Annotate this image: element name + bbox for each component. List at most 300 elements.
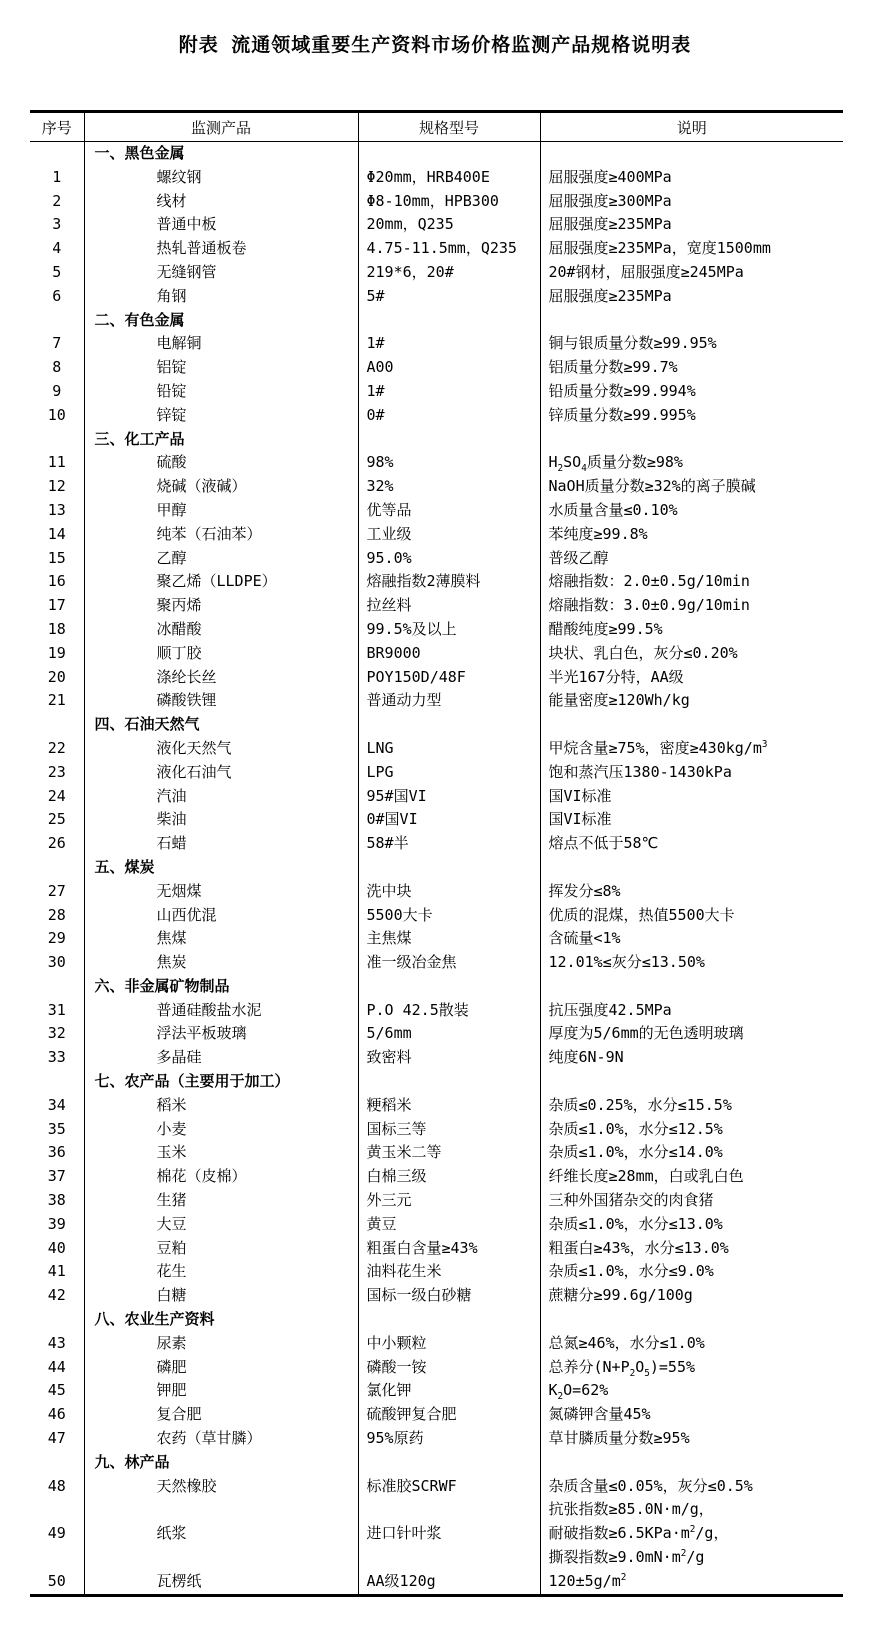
table-row <box>30 832 843 856</box>
table-row <box>30 1475 843 1523</box>
row-number-cell: 44 <box>47 1357 66 1376</box>
description-cell <box>540 975 843 999</box>
description-cell: 苯纯度≥99.8% <box>540 523 843 547</box>
spec-cell: 1# <box>358 380 540 404</box>
description-cell <box>540 713 843 737</box>
table-row <box>30 332 843 356</box>
description-cell: 三种外国猪杂交的肉食猪 <box>540 1189 843 1213</box>
table-row <box>30 285 843 309</box>
description-cell: 纤维长度≥28mm，白或乳白色 <box>540 1165 843 1189</box>
description-cell: 锌质量分数≥99.995% <box>540 404 843 428</box>
spec-cell: 98% <box>358 451 540 475</box>
row-number-cell: 40 <box>47 1238 66 1257</box>
category-row <box>30 309 843 333</box>
table-row <box>30 880 843 904</box>
spec-cell: 工业级 <box>358 523 540 547</box>
spec-cell <box>358 309 540 333</box>
product-name-cell: 纸浆 <box>84 1522 358 1570</box>
row-number-cell: 46 <box>47 1405 66 1424</box>
description-cell: 甲烷含量≥75%，密度$\ge 430kg/m^3$ <box>540 737 843 761</box>
spec-cell: 99.5%及以上 <box>358 618 540 642</box>
table-row <box>30 808 843 832</box>
table-row <box>30 1427 843 1451</box>
description-cell: 优质的混煤，热值5500大卡 <box>540 904 843 928</box>
spec-cell: 95%原药 <box>358 1427 540 1451</box>
spec-cell: 1# <box>358 332 540 356</box>
table-row <box>30 951 843 975</box>
page-title: 附表 流通领域重要生产资料市场价格监测产品规格说明表 <box>178 34 692 56</box>
table-row <box>30 1046 843 1070</box>
row-number-cell: 6 <box>52 286 62 305</box>
product-name-cell: 花生 <box>84 1260 358 1284</box>
row-number-cell: 24 <box>47 786 66 805</box>
category-row <box>30 975 843 999</box>
product-name-cell: 山西优混 <box>84 904 358 928</box>
product-name-cell: 热轧普通板卷 <box>84 237 358 261</box>
description-cell: 抗压强度42.5MPa <box>540 999 843 1023</box>
row-number-cell: 45 <box>47 1381 66 1400</box>
product-name-cell: 锌锭 <box>84 404 358 428</box>
spec-cell: 白棉三级 <box>358 1165 540 1189</box>
category-name-cell: 一、黑色金属 <box>84 142 358 166</box>
row-number-cell: 48 <box>47 1476 66 1495</box>
description-cell: 耐破指数$\ge 6.5KPa\cdot m^2/g$， 撕裂指数$\ge 9.0mN\cdot m^2/g$ <box>540 1522 843 1570</box>
spec-cell: LNG <box>358 737 540 761</box>
table-row <box>30 737 843 761</box>
table-row <box>30 523 843 547</box>
row-number-cell <box>30 856 84 880</box>
header-cell-product: 监测产品 <box>84 112 358 142</box>
row-number-cell: 38 <box>47 1191 66 1210</box>
row-number-cell: 16 <box>47 572 66 591</box>
table-row <box>30 166 843 190</box>
header-cell-spec: 规格型号 <box>358 112 540 142</box>
description-cell: $K_2O=62\%$ <box>540 1379 843 1403</box>
description-cell: 屈服强度≥300MPa <box>540 190 843 214</box>
description-cell <box>540 309 843 333</box>
table-row <box>30 1260 843 1284</box>
product-name-cell: 白糖 <box>84 1284 358 1308</box>
table-row <box>30 1570 843 1595</box>
row-number-cell: 7 <box>52 334 62 353</box>
product-name-cell: 线材 <box>84 190 358 214</box>
row-number-cell: 27 <box>47 881 66 900</box>
description-cell: 熔融指数：3.0±0.9g/10min <box>540 594 843 618</box>
spec-cell: 4.75-11.5mm，Q235 <box>358 237 540 261</box>
description-cell: 国VI标准 <box>540 808 843 832</box>
category-row <box>30 1451 843 1475</box>
product-name-cell: 小麦 <box>84 1118 358 1142</box>
row-number-cell: 19 <box>47 643 66 662</box>
description-cell: 铜与银质量分数≥99.95% <box>540 332 843 356</box>
spec-cell: 20mm，Q235 <box>358 213 540 237</box>
description-cell: 蔗糖分≥99.6g/100g <box>540 1284 843 1308</box>
table-row <box>30 999 843 1023</box>
row-number-cell: 11 <box>47 453 66 472</box>
spec-cell: 拉丝料 <box>358 594 540 618</box>
table-row <box>30 618 843 642</box>
header-cell-desc: 说明 <box>540 112 843 142</box>
spec-cell: 95#国VI <box>358 785 540 809</box>
row-number-cell <box>30 713 84 737</box>
table-row <box>30 1284 843 1308</box>
row-number-cell: 50 <box>47 1571 66 1590</box>
spec-cell: LPG <box>358 761 540 785</box>
description-cell <box>540 428 843 452</box>
product-name-cell: 玉米 <box>84 1141 358 1165</box>
header-cell-no: 序号 <box>30 112 84 142</box>
product-name-cell: 石蜡 <box>84 832 358 856</box>
spec-cell: 优等品 <box>358 499 540 523</box>
table-row <box>30 1403 843 1427</box>
product-name-cell: 涤纶长丝 <box>84 666 358 690</box>
row-number-cell: 42 <box>47 1286 66 1305</box>
category-name-cell: 三、化工产品 <box>84 428 358 452</box>
row-number-cell <box>30 142 84 166</box>
product-name-cell: 电解铜 <box>84 332 358 356</box>
table-row <box>30 1332 843 1356</box>
product-name-cell: 铝锭 <box>84 356 358 380</box>
spec-cell <box>358 975 540 999</box>
spec-cell: 95.0% <box>358 547 540 571</box>
row-number-cell: 37 <box>47 1167 66 1186</box>
product-name-cell: 普通硅酸盐水泥 <box>84 999 358 1023</box>
product-name-cell: 稻米 <box>84 1094 358 1118</box>
category-row <box>30 142 843 166</box>
row-number-cell: 25 <box>47 810 66 829</box>
row-number-cell: 20 <box>47 667 66 686</box>
description-cell: 厚度为5/6mm的无色透明玻璃 <box>540 1022 843 1046</box>
description-cell: 饱和蒸汽压1380-1430kPa <box>540 761 843 785</box>
spec-cell: 黄豆 <box>358 1213 540 1237</box>
row-number-cell: 36 <box>47 1143 66 1162</box>
spec-cell: 主焦煤 <box>358 927 540 951</box>
product-name-cell: 汽油 <box>84 785 358 809</box>
row-number-cell: 21 <box>47 691 66 710</box>
description-cell: 纯度6N-9N <box>540 1046 843 1070</box>
description-cell: 屈服强度≥235MPa，宽度1500mm <box>540 237 843 261</box>
row-number-cell: 3 <box>52 215 62 234</box>
description-cell: $H_2SO_4$质量分数≥98% <box>540 451 843 475</box>
product-name-cell: 聚丙烯 <box>84 594 358 618</box>
category-name-cell: 八、农业生产资料 <box>84 1308 358 1332</box>
spec-cell: 0#国VI <box>358 808 540 832</box>
description-cell: 总氮≥46%，水分≤1.0% <box>540 1332 843 1356</box>
category-name-cell: 九、林产品 <box>84 1451 358 1475</box>
spec-cell: A00 <box>358 356 540 380</box>
spec-cell: 标准胶SCRWF <box>358 1475 540 1523</box>
table-row <box>30 190 843 214</box>
category-row <box>30 856 843 880</box>
row-number-cell: 26 <box>47 834 66 853</box>
description-cell: 20#钢材，屈服强度≥245MPa <box>540 261 843 285</box>
product-name-cell: 聚乙烯（LLDPE） <box>84 570 358 594</box>
row-number-cell: 4 <box>52 239 62 258</box>
table-row <box>30 666 843 690</box>
product-name-cell: 瓦楞纸 <box>84 1570 358 1595</box>
description-cell: 屈服强度≥235MPa <box>540 213 843 237</box>
spec-cell <box>358 428 540 452</box>
table-header-row <box>30 112 843 142</box>
row-number-cell: 15 <box>47 548 66 567</box>
row-number-cell: 28 <box>47 905 66 924</box>
description-cell: 挥发分≤8% <box>540 880 843 904</box>
description-cell: 杂质≤0.25%，水分≤15.5% <box>540 1094 843 1118</box>
table-row <box>30 927 843 951</box>
product-name-cell: 棉花（皮棉） <box>84 1165 358 1189</box>
spec-cell <box>358 1308 540 1332</box>
row-number-cell: 32 <box>47 1024 66 1043</box>
product-name-cell: 磷肥 <box>84 1356 358 1380</box>
spec-cell: 硫酸钾复合肥 <box>358 1403 540 1427</box>
spec-cell: 准一级冶金焦 <box>358 951 540 975</box>
row-number-cell <box>30 428 84 452</box>
row-number-cell: 23 <box>47 762 66 781</box>
table-row <box>30 261 843 285</box>
spec-cell: 普通动力型 <box>358 689 540 713</box>
product-name-cell: 纯苯（石油苯） <box>84 523 358 547</box>
table-row <box>30 761 843 785</box>
table-row <box>30 356 843 380</box>
description-cell: 总养分$(N+P_2O_5)=55\%$ <box>540 1356 843 1380</box>
description-cell: 杂质含量≤0.05%，灰分≤0.5% 抗张指数≥85.0N·m/g， <box>540 1475 843 1523</box>
spec-cell: Φ20mm，HRB400E <box>358 166 540 190</box>
description-cell: 普级乙醇 <box>540 547 843 571</box>
row-number-cell: 30 <box>47 953 66 972</box>
spec-cell: AA级120g <box>358 1570 540 1595</box>
row-number-cell: 33 <box>47 1048 66 1067</box>
description-cell: 铅质量分数≥99.994% <box>540 380 843 404</box>
description-cell: 草甘膦质量分数≥95% <box>540 1427 843 1451</box>
table-row <box>30 570 843 594</box>
spec-cell: 5500大卡 <box>358 904 540 928</box>
spec-cell: 致密料 <box>358 1046 540 1070</box>
description-cell: 块状、乳白色，灰分≤0.20% <box>540 642 843 666</box>
row-number-cell: 43 <box>47 1333 66 1352</box>
description-cell: 熔点不低于58℃ <box>540 832 843 856</box>
row-number-cell <box>30 975 84 999</box>
spec-cell <box>358 1451 540 1475</box>
row-number-cell: 12 <box>47 477 66 496</box>
table-row <box>30 1165 843 1189</box>
spec-cell <box>358 1070 540 1094</box>
category-name-cell: 四、石油天然气 <box>84 713 358 737</box>
description-cell <box>540 1070 843 1094</box>
spec-table <box>30 110 843 1597</box>
row-number-cell: 10 <box>47 405 66 424</box>
product-name-cell: 硫酸 <box>84 451 358 475</box>
spec-cell: 32% <box>358 475 540 499</box>
row-number-cell: 2 <box>52 191 62 210</box>
description-cell: NaOH质量分数≥32%的离子膜碱 <box>540 475 843 499</box>
description-cell <box>540 1451 843 1475</box>
product-name-cell: 普通中板 <box>84 213 358 237</box>
product-name-cell: 甲醇 <box>84 499 358 523</box>
row-number-cell: 9 <box>52 381 62 400</box>
row-number-cell: 22 <box>47 738 66 757</box>
product-name-cell: 生猪 <box>84 1189 358 1213</box>
spec-cell: BR9000 <box>358 642 540 666</box>
table-body <box>30 142 843 1596</box>
spec-cell: 粳稻米 <box>358 1094 540 1118</box>
description-cell: 水质量含量≤0.10% <box>540 499 843 523</box>
description-cell <box>540 856 843 880</box>
description-cell <box>540 1308 843 1332</box>
row-number-cell: 18 <box>47 619 66 638</box>
spec-cell: 国标三等 <box>358 1118 540 1142</box>
table-row <box>30 1189 843 1213</box>
row-number-cell: 8 <box>52 358 62 377</box>
table-row <box>30 1522 843 1570</box>
spec-cell: 油料花生米 <box>358 1260 540 1284</box>
description-cell: 半光167分特，AA级 <box>540 666 843 690</box>
table-row <box>30 1118 843 1142</box>
spec-cell: 58#半 <box>358 832 540 856</box>
description-cell: 粗蛋白≥43%，水分≤13.0% <box>540 1237 843 1261</box>
row-number-cell: 39 <box>47 1214 66 1233</box>
table-row <box>30 213 843 237</box>
product-name-cell: 豆粕 <box>84 1237 358 1261</box>
spec-cell: 中小颗粒 <box>358 1332 540 1356</box>
row-number-cell: 49 <box>47 1524 66 1543</box>
spec-cell <box>358 142 540 166</box>
product-name-cell: 多晶硅 <box>84 1046 358 1070</box>
table-row <box>30 1213 843 1237</box>
row-number-cell: 17 <box>47 596 66 615</box>
category-row <box>30 428 843 452</box>
product-name-cell: 柴油 <box>84 808 358 832</box>
spec-cell <box>358 856 540 880</box>
table-row <box>30 475 843 499</box>
row-number-cell: 13 <box>47 500 66 519</box>
product-name-cell: 角钢 <box>84 285 358 309</box>
description-cell: 杂质≤1.0%，水分≤9.0% <box>540 1260 843 1284</box>
description-cell: 杂质≤1.0%，水分≤13.0% <box>540 1213 843 1237</box>
product-name-cell: 天然橡胶 <box>84 1475 358 1523</box>
product-name-cell: 农药（草甘膦） <box>84 1427 358 1451</box>
table-row <box>30 1094 843 1118</box>
row-number-cell <box>30 1451 84 1475</box>
table-row <box>30 1141 843 1165</box>
description-cell: $120\pm 5g/m^2$ <box>540 1570 843 1595</box>
product-name-cell: 无烟煤 <box>84 880 358 904</box>
category-row <box>30 1070 843 1094</box>
description-cell: 醋酸纯度≥99.5% <box>540 618 843 642</box>
product-name-cell: 钾肥 <box>84 1379 358 1403</box>
table-row <box>30 237 843 261</box>
spec-cell: 0# <box>358 404 540 428</box>
spec-cell: 磷酸一铵 <box>358 1356 540 1380</box>
table-row <box>30 642 843 666</box>
table-row <box>30 689 843 713</box>
category-name-cell: 二、有色金属 <box>84 309 358 333</box>
product-name-cell: 液化天然气 <box>84 737 358 761</box>
spec-cell: 氯化钾 <box>358 1379 540 1403</box>
spec-cell: P.O 42.5散装 <box>358 999 540 1023</box>
product-name-cell: 冰醋酸 <box>84 618 358 642</box>
product-name-cell: 无缝钢管 <box>84 261 358 285</box>
spec-cell: 洗中块 <box>358 880 540 904</box>
spec-cell: 5/6mm <box>358 1022 540 1046</box>
description-cell: 氮磷钾含量45% <box>540 1403 843 1427</box>
spec-cell: 219*6，20# <box>358 261 540 285</box>
spec-cell: 外三元 <box>358 1189 540 1213</box>
description-cell: 熔融指数：2.0±0.5g/10min <box>540 570 843 594</box>
row-number-cell: 14 <box>47 524 66 543</box>
table-row <box>30 1022 843 1046</box>
table-row <box>30 1237 843 1261</box>
table-row <box>30 904 843 928</box>
spec-cell: 黄玉米二等 <box>358 1141 540 1165</box>
spec-cell: POY150D/48F <box>358 666 540 690</box>
product-name-cell: 尿素 <box>84 1332 358 1356</box>
product-name-cell: 焦煤 <box>84 927 358 951</box>
spec-cell: Φ8-10mm，HPB300 <box>358 190 540 214</box>
description-cell: 屈服强度≥235MPa <box>540 285 843 309</box>
row-number-cell <box>30 309 84 333</box>
table-row <box>30 404 843 428</box>
row-number-cell <box>30 1070 84 1094</box>
category-row <box>30 1308 843 1332</box>
row-number-cell: 34 <box>47 1095 66 1114</box>
product-name-cell: 大豆 <box>84 1213 358 1237</box>
spec-cell: 进口针叶浆 <box>358 1522 540 1570</box>
category-row <box>30 713 843 737</box>
row-number-cell: 47 <box>47 1429 66 1448</box>
table-row <box>30 785 843 809</box>
table-row <box>30 1379 843 1403</box>
product-name-cell: 顺丁胶 <box>84 642 358 666</box>
description-cell: 国VI标准 <box>540 785 843 809</box>
product-name-cell: 液化石油气 <box>84 761 358 785</box>
spec-cell: 粗蛋白含量≥43% <box>358 1237 540 1261</box>
table-row <box>30 499 843 523</box>
category-name-cell: 六、非金属矿物制品 <box>84 975 358 999</box>
category-name-cell: 五、煤炭 <box>84 856 358 880</box>
product-name-cell: 铅锭 <box>84 380 358 404</box>
category-name-cell: 七、农产品（主要用于加工） <box>84 1070 358 1094</box>
product-name-cell: 乙醇 <box>84 547 358 571</box>
row-number-cell: 41 <box>47 1262 66 1281</box>
description-cell: 能量密度≥120Wh/kg <box>540 689 843 713</box>
description-cell: 屈服强度≥400MPa <box>540 166 843 190</box>
description-cell: 含硫量<1% <box>540 927 843 951</box>
description-cell: 杂质≤1.0%，水分≤12.5% <box>540 1118 843 1142</box>
spec-cell: 熔融指数2薄膜料 <box>358 570 540 594</box>
row-number-cell: 29 <box>47 929 66 948</box>
product-name-cell: 烧碱（液碱） <box>84 475 358 499</box>
spec-cell: 国标一级白砂糖 <box>358 1284 540 1308</box>
table-row <box>30 594 843 618</box>
product-name-cell: 磷酸铁锂 <box>84 689 358 713</box>
description-cell <box>540 142 843 166</box>
description-cell: 铝质量分数≥99.7% <box>540 356 843 380</box>
product-name-cell: 螺纹钢 <box>84 166 358 190</box>
row-number-cell: 1 <box>52 167 62 186</box>
table-row <box>30 451 843 475</box>
row-number-cell: 31 <box>47 1000 66 1019</box>
product-name-cell: 焦炭 <box>84 951 358 975</box>
spec-cell <box>358 713 540 737</box>
product-name-cell: 复合肥 <box>84 1403 358 1427</box>
row-number-cell: 5 <box>52 262 62 281</box>
table-row <box>30 547 843 571</box>
spec-cell: 5# <box>358 285 540 309</box>
product-name-cell: 浮法平板玻璃 <box>84 1022 358 1046</box>
description-cell: 杂质≤1.0%，水分≤14.0% <box>540 1141 843 1165</box>
description-cell: 12.01%≤灰分≤13.50% <box>540 951 843 975</box>
row-number-cell <box>30 1308 84 1332</box>
